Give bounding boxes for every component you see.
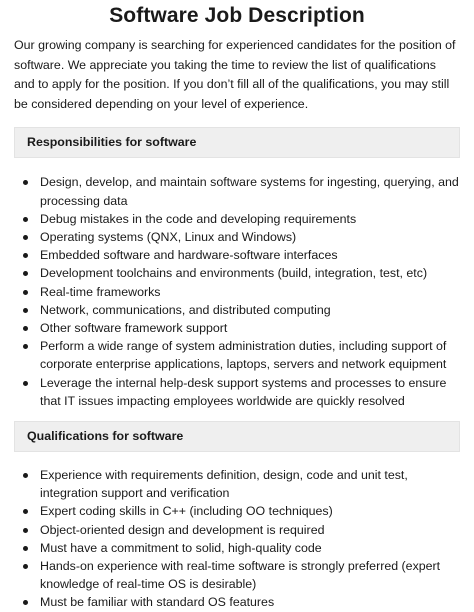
bullet-icon	[23, 253, 28, 258]
list-item-text: Other software framework support	[40, 321, 228, 335]
bullet-icon	[23, 509, 28, 514]
list-item	[14, 173, 460, 209]
page-title: Software Job Description	[109, 4, 365, 27]
qualifications-list	[14, 466, 460, 612]
list-item-text: Debug mistakes in the code and developing requirements	[40, 211, 357, 226]
list-item	[14, 246, 460, 264]
bullet-icon	[23, 271, 28, 276]
list-item	[14, 557, 460, 593]
intro-paragraph: Our growing company is searching for experienced candidates for the position of software. We appreciate you taking the time to review the list of qualifications and to apply for the position. If you don’t fill all of the qualifications, you may still be considered depending on your level of experience.	[14, 38, 456, 111]
responsibilities-header: Responsibilities for software	[14, 127, 460, 158]
list-item-text: Design, develop, and maintain software systems for ingesting, querying, and processing data	[40, 175, 459, 208]
list-item	[14, 264, 460, 282]
bullet-icon	[23, 344, 28, 349]
bullet-icon	[23, 546, 28, 551]
list-item-text: Embedded software and hardware-software interfaces	[40, 248, 338, 263]
list-item	[14, 319, 460, 337]
list-item	[14, 521, 460, 539]
list-item-text: Development toolchains and environments (build, integration, test, etc)	[40, 266, 428, 281]
list-item	[14, 283, 460, 301]
bullet-icon	[23, 473, 28, 478]
bullet-icon	[23, 308, 28, 313]
list-item-text: Must be familiar with standard OS features	[40, 595, 275, 610]
bullet-icon	[23, 235, 28, 240]
list-item-text: Object-oriented design and development is required	[40, 522, 325, 537]
list-item-text: Leverage the internal help-desk support systems and processes to ensure that IT issues impacting employees worldwide are quickly resolved	[40, 375, 447, 408]
bullet-icon	[23, 180, 28, 185]
list-item	[14, 210, 460, 228]
bullet-icon	[23, 564, 28, 569]
list-item	[14, 301, 460, 319]
qualifications-header: Qualifications for software	[14, 421, 460, 452]
list-item-text: Network, communications, and distributed computing	[40, 302, 331, 317]
responsibilities-list	[14, 173, 460, 410]
bullet-icon	[23, 290, 28, 295]
bullet-icon	[23, 326, 28, 331]
list-item	[14, 466, 460, 502]
list-item	[14, 502, 460, 520]
list-item-text: Must have a commitment to solid, high-quality code	[40, 540, 322, 555]
list-item-text: Expert coding skills in C++ (including OO techniques)	[40, 504, 333, 519]
list-item	[14, 337, 460, 373]
bullet-icon	[23, 528, 28, 533]
list-item-text: Experience with requirements definition, design, code and unit test, integration support and verification	[40, 468, 408, 501]
list-item-text: Perform a wide range of system administration duties, including support of corporate enterprise applications, laptops, servers and network equipment	[40, 339, 447, 372]
list-item-text: Operating systems (QNX, Linux and Windows)	[40, 229, 297, 244]
list-item	[14, 374, 460, 410]
list-item	[14, 539, 460, 557]
list-item-text: Real-time frameworks	[40, 284, 161, 299]
list-item	[14, 228, 460, 246]
list-item-text: Hands-on experience with real-time software is strongly preferred (expert knowledge of real-time OS is desirable)	[40, 559, 441, 592]
bullet-icon	[23, 217, 28, 222]
bullet-icon	[23, 381, 28, 386]
